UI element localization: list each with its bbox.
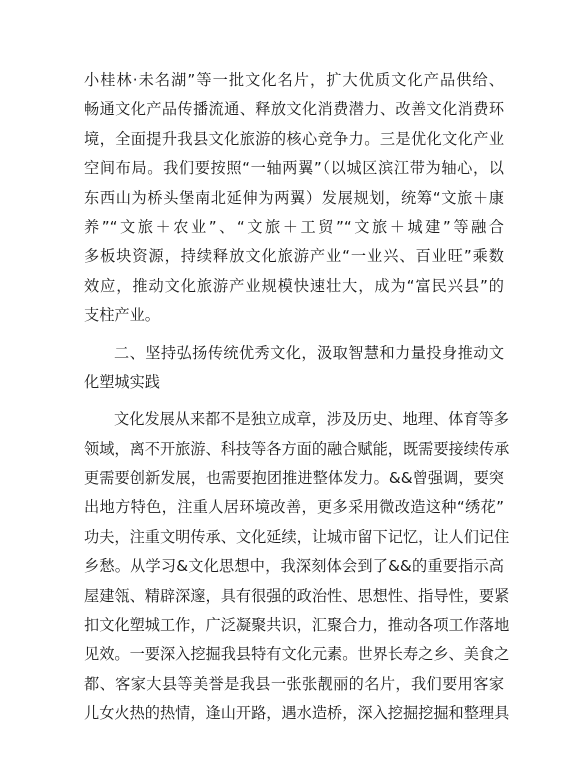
paragraph-spacer [84,331,504,339]
paragraph-line: 领域，离不开旅游、科技等各方面的融合赋能，既需要接续传承 [84,439,510,458]
paragraph-line: 屋建瓴、精辟深邃，具有很强的政治性、思想性、指导性，要紧 [84,586,510,605]
paragraph-line: 乡愁。从学习&文化思想中，我深刻体会到了&&的重要指示高 [84,557,504,576]
paragraph-line: 养”“文旅＋农业”、“文旅＋工贸”“文旅＋城建”等融合 [84,217,504,236]
paragraph-line: 见效。一要深入挖掘我县特有文化元素。世界长寿之乡、美食之 [84,645,510,664]
paragraph-line: 更需要创新发展，也需要抱团推进整体发力。&&曾强调，要突 [84,469,504,488]
paragraph-line: 东西山为桥头堡南北延伸为两翼）发展规划，统筹“文旅＋康 [84,188,504,207]
heading-line: 化塑城实践 [84,372,160,391]
section-heading-2 [84,339,504,368]
section-heading-2-cont [84,368,504,397]
paragraph-line: 都、客家大县等美誉是我县一张张靓丽的名片，我们要用客家 [84,674,504,693]
paragraph-1 [84,66,504,331]
paragraph-line: 文化发展从来都不是独立成章，涉及历史、地理、体育等多 [114,410,509,429]
paragraph-spacer [84,397,504,405]
paragraph-line: 境，全面提升我县文化旅游的核心竞争力。三是优化文化产业 [84,129,504,148]
paragraph-line: 多板块资源，持续释放文化旅游产业“一业兴、百业旺”乘数 [84,247,504,266]
heading-line: 二、坚持弘扬传统优秀文化，汲取智慧和力量投身推动文 [114,343,504,362]
paragraph-line: 扣文化塑城工作，广泛凝聚共识，汇聚合力，推动各项工作落地 [84,616,510,635]
paragraph-line: 效应，推动文化旅游产业规模快速壮大，成为“富民兴县”的 [84,276,504,295]
paragraph-line: 畅通文化产品传播流通、释放文化消费潜力、改善文化消费环 [84,100,504,119]
paragraph-line: 出地方特色，注重人居环境改善，更多采用微改造这种“绣花” [84,498,504,517]
paragraph-line: 支柱产业。 [84,306,160,325]
paragraph-line: 功夫，注重文明传承、文化延续，让城市留下记忆，让人们记住 [84,527,510,546]
paragraph-line: 空间布局。我们要按照“一轴两翼”（以城区滨江带为轴心，以 [84,159,504,178]
paragraph-line: 小桂林·未名湖”等一批文化名片，扩大优质文化产品供给、 [84,71,504,89]
paragraph-line: 儿女火热的热情，逢山开路，遇水造桥，深入挖掘挖掘和整理具 [84,704,510,723]
paragraph-2 [84,405,510,728]
document-body [84,66,510,729]
